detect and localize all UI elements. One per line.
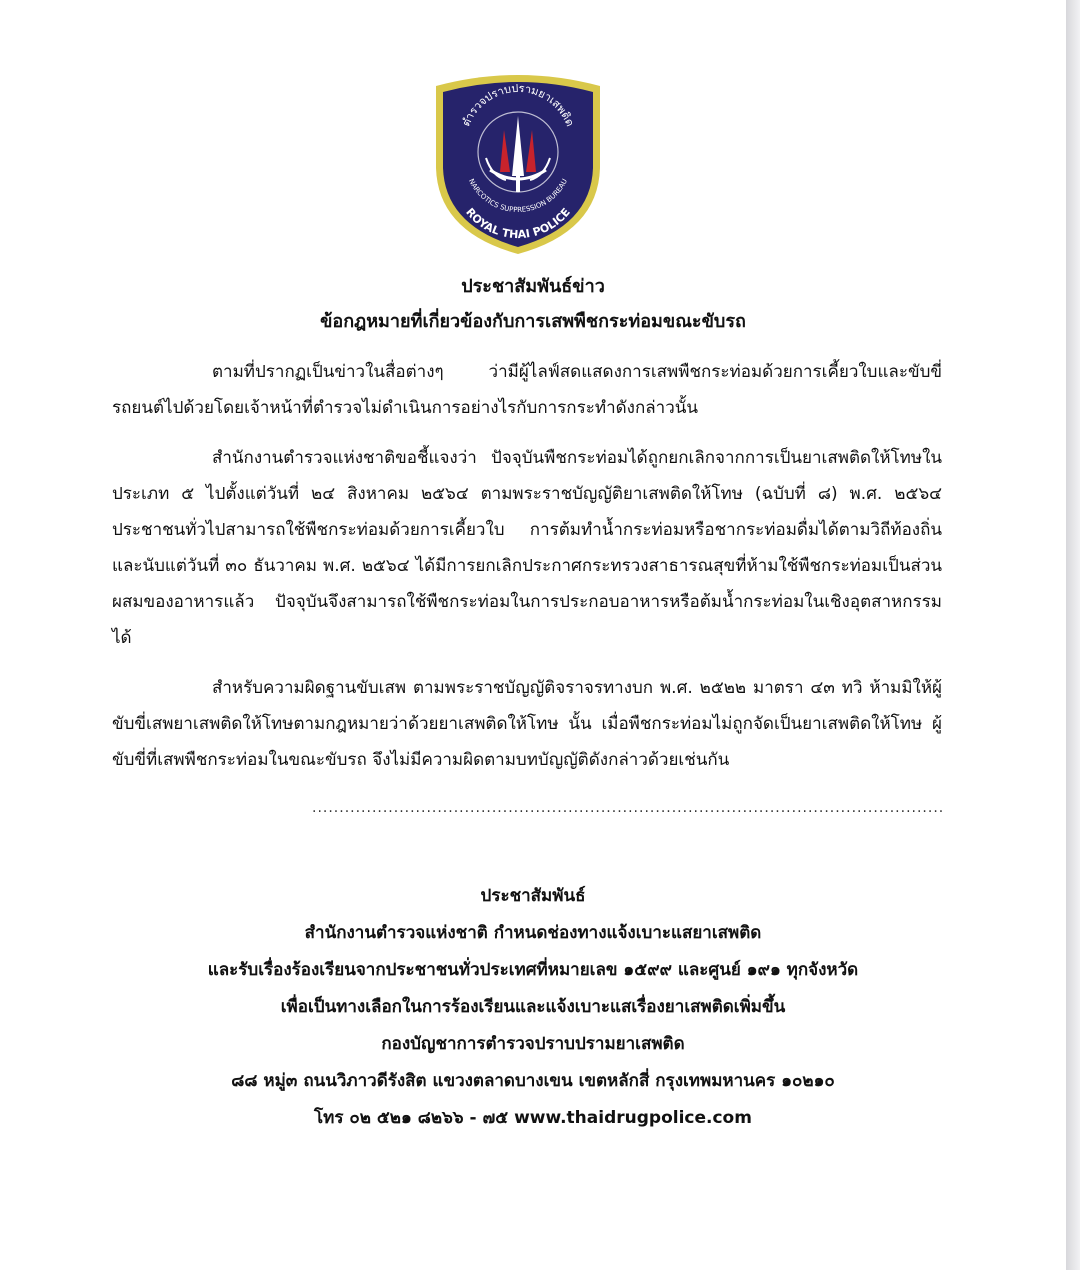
narcotics-suppression-bureau-emblem [430, 72, 606, 256]
dotted-separator: .................................................................................................................... [312, 800, 945, 816]
footer-address: ๘๘ หมู่๓ ถนนวิภาวดีรังสิต แขวงตลาดบางเขน เขตหลักสี่ กรุงเทพมหานคร ๑๐๒๑๐ [231, 1071, 835, 1091]
footer-line-2: สำนักงานตำรวจแห่งชาติ กำหนดช่องทางแจ้งเบาะแสยาเสพติด [304, 923, 762, 943]
footer-heading: ประชาสัมพันธ์ [480, 886, 586, 906]
footer-line-3: และรับเรื่องร้องเรียนจากประชาชนทั่วประเทศที่หมายเลข ๑๕๙๙ และศูนย์ ๑๙๑ ทุกจังหวัด [207, 960, 859, 980]
body-paragraph-1: ตามที่ปรากฏเป็นข่าวในสื่อต่างๆ ว่ามีผู้ไลฟ์สดแสดงการเสพพืชกระท่อมด้วยการเคี้ยวใบและขับขี่รถยนต์ไปด้วยโดยเจ้าหน้าที่ตำรวจไม่ดำเนินการอย่างไรกับการกระทำดังกล่าวนั้น [112, 362, 942, 418]
emblem-middle-text: NARCOTICS SUPPRESSION BUREAU [466, 177, 570, 215]
footer-organization: กองบัญชาการตำรวจปราบปรามยาเสพติด [381, 1034, 685, 1054]
emblem-top-text: ตำรวจปราบปรามยาเสพติด [459, 81, 577, 129]
page-subtitle: ข้อกฎหมายที่เกี่ยวข้องกับการเสพพืชกระท่อมขณะขับรถ [320, 311, 746, 332]
footer-contact: โทร ๐๒ ๕๒๑ ๘๒๖๖ - ๗๕ www.thaidrugpolice.com [314, 1108, 752, 1128]
body-paragraph-3: สำหรับความผิดฐานขับเสพ ตามพระราชบัญญัติจราจรทางบก พ.ศ. ๒๕๒๒ มาตรา ๔๓ ทวิ ห้ามมิให้ผู้ขับขี่เสพยาเสพติดให้โทษตามกฎหมายว่าด้วยยาเสพติดให้โทษ นั้น เมื่อพืชกระท่อมไม่ถูกจัดเป็นยาเสพติดให้โทษ ผู้ขับขี่ที่เสพพืชกระท่อมในขณะขับรถ จึงไม่มีความผิดตามบทบัญญัติดังกล่าวด้วยเช่นกัน [112, 678, 942, 770]
page-title: ประชาสัมพันธ์ข่าว [461, 276, 605, 297]
body-paragraph-2: สำนักงานตำรวจแห่งชาติขอชี้แจงว่า ปัจจุบันพืชกระท่อมได้ถูกยกเลิกจากการเป็นยาเสพติดให้โทษในประเภท ๕ ไปตั้งแต่วันที่ ๒๔ สิงหาคม ๒๕๖๔ ตามพระราชบัญญัติยาเสพติดให้โทษ (ฉบับที่ ๘) พ.ศ. ๒๕๖๔ ประชาชนทั่วไปสามารถใช้พืชกระท่อมด้วยการเคี้ยวใบ การต้มทำน้ำกระท่อมหรือชากระท่อมดื่มได้ตามวิถีท้องถิ่น และนับแต่วันที่ ๓๐ ธันวาคม พ.ศ. ๒๕๖๔ ได้มีการยกเลิกประกาศกระทรวงสาธารณสุขที่ห้ามใช้พืชกระท่อมเป็นส่วนผสมของอาหารแล้ว ปัจจุบันจึงสามารถใช้พืชกระท่อมในการประกอบอาหารหรือต้มน้ำกระท่อมในเชิงอุตสาหกรรมได้ [112, 448, 942, 648]
emblem-bottom-text: ROYAL THAI POLICE [463, 205, 573, 242]
footer-line-4: เพื่อเป็นทางเลือกในการร้องเรียนและแจ้งเบาะแสเรื่องยาเสพติดเพิ่มขึ้น [280, 997, 786, 1017]
page-edge-shadow [1066, 0, 1080, 1270]
footer-announcement [0, 878, 1066, 1137]
